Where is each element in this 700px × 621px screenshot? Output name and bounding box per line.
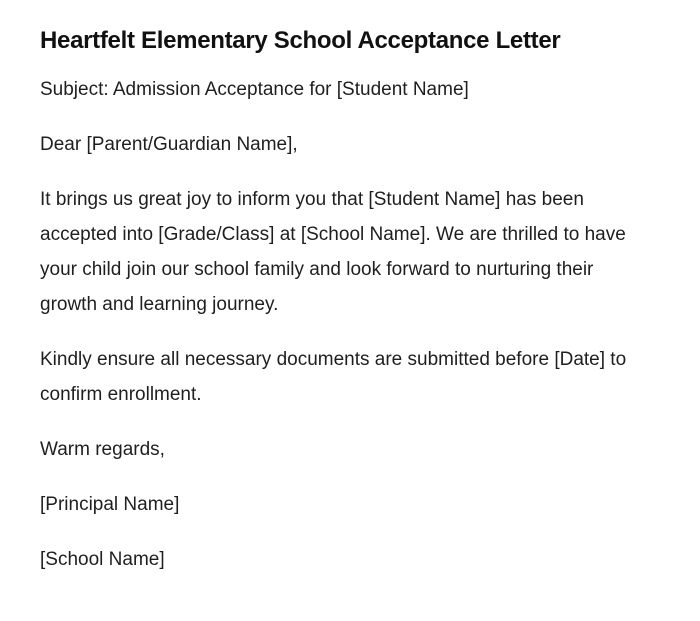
subject-line: Subject: Admission Acceptance for [Student Name] (40, 79, 469, 100)
letter-title: Heartfelt Elementary School Acceptance Letter (40, 27, 561, 54)
signature-school: [School Name] (40, 549, 165, 570)
closing: Warm regards, (40, 439, 165, 460)
letter-document (40, 24, 640, 597)
greeting: Dear [Parent/Guardian Name], (40, 134, 298, 155)
signature-name: [Principal Name] (40, 494, 180, 515)
body-paragraph-acceptance: It brings us great joy to inform you that [Student Name] has been accepted into [Grade/Class] at [School Name]. We are thrilled to have your child join our school family and look forward to nurturing their growth and learning journey. (40, 189, 626, 315)
body-paragraph-documents: Kindly ensure all necessary documents are submitted before [Date] to confirm enrollment. (40, 349, 627, 405)
